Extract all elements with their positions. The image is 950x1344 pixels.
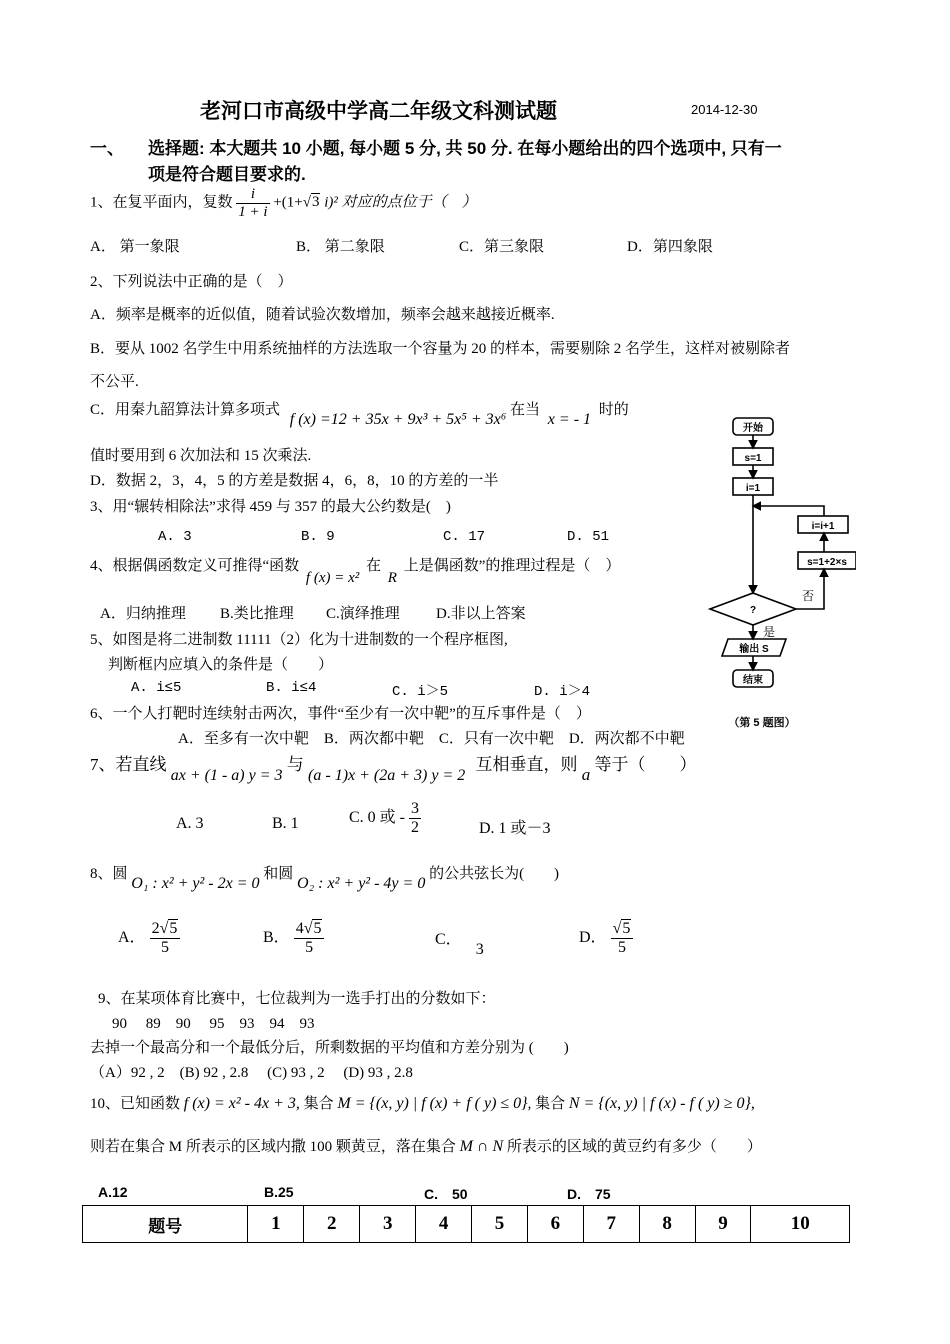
q8-circle2: O₂ : x² + y² - 4y = 0 — [297, 875, 426, 892]
table-cell: 8 — [639, 1206, 695, 1243]
q8-and: 和圆 — [263, 866, 294, 882]
q7-prefix: 7、若直线 — [90, 755, 167, 774]
q10-setm-label: 集合 — [303, 1096, 334, 1112]
q7-suffix: 等于（ ） — [594, 755, 697, 774]
q10-option-c: C. 50 — [424, 1186, 468, 1202]
flow-yes-label: 是 — [762, 625, 776, 639]
flow-loop-back — [753, 506, 824, 516]
q8-a-label: A． — [118, 928, 146, 946]
q1-frac-den: 1 + i — [238, 203, 268, 220]
q6-options: A．至多有一次中靶 B．两次都中靶 C．只有一次中靶 D．两次都不中靶 — [178, 731, 685, 747]
q2-option-c-line1 — [90, 398, 629, 428]
q2-c-x: x = - 1 — [547, 411, 592, 428]
q3-option-a: A. 3 — [158, 529, 192, 545]
q5-option-b: B. i≤4 — [266, 680, 317, 696]
q10-set-n: N = {(x, y) | f (x) - f ( y) ≥ 0}, — [568, 1095, 755, 1112]
q1-option-d: D．第四象限 — [627, 239, 713, 255]
q8-d-label: D． — [579, 928, 607, 946]
table-row — [83, 1206, 850, 1243]
q5-option-d: D. i＞4 — [534, 684, 591, 700]
q8-b-label: B． — [263, 928, 290, 946]
table-cell: 2 — [304, 1206, 360, 1243]
q8-d-fraction: $\frac{√5}{5}$ — [611, 920, 634, 956]
q6-stem: 6、一个人打靶时连续射击两次，事件“至少有一次中靶”的互斥事件是（ ） — [90, 706, 591, 722]
flow-end-label: 结束 — [743, 675, 763, 686]
q4-option-b: B.类比推理 — [220, 606, 294, 622]
q3-option-b: B. 9 — [301, 529, 335, 545]
table-cell: 7 — [583, 1206, 639, 1243]
q4-R: R — [387, 570, 397, 586]
q4-mid: 在 — [366, 558, 382, 574]
q4-option-a: A．归纳推理 — [100, 606, 186, 622]
question-10 — [90, 1092, 755, 1113]
q8-b-fraction: $\frac{4√5}{5}$ — [294, 920, 325, 956]
q8-suffix: 的公共弦长为( ) — [429, 866, 560, 882]
q4-option-c: C.演绎推理 — [326, 606, 400, 622]
q7-c-den: 2 — [411, 818, 420, 836]
q3-option-c: C. 17 — [443, 529, 486, 545]
table-cell: 4 — [416, 1206, 472, 1243]
q9-question: 去掉一个最高分和一个最低分后，所剩数据的平均值和方差分别为 ( ) — [90, 1040, 569, 1056]
q8-option-d — [579, 920, 633, 956]
q5-stem2: 判断框内应填入的条件是（ ） — [108, 657, 334, 673]
flow-i-init-label: i=1 — [745, 483, 761, 494]
q7-line2: (a - 1)x + (2a + 3) y = 2 — [308, 767, 466, 784]
question-8 — [90, 862, 560, 892]
q2-option-b-line2: 不公平. — [90, 374, 139, 390]
table-header-cell: 题号 — [83, 1206, 248, 1243]
q8-b-coef: 4 — [295, 920, 304, 937]
q10-set-m: M = {(x, y) | f (x) + f ( y) ≤ 0} — [337, 1095, 528, 1112]
sqrt-sign: √ — [302, 194, 311, 211]
q7-option-b: B. 1 — [272, 815, 299, 832]
q2-c-mid: 在当 — [510, 402, 541, 418]
q5-stem: 5、如图是将二进制数 11111（2）化为十进制数的一个程序框图, — [90, 632, 508, 648]
flowchart-diagram — [706, 410, 856, 740]
table-cell: 1 — [248, 1206, 304, 1243]
q10-option-d: D. 75 — [567, 1186, 611, 1202]
q8-b-radicand: 5 — [313, 920, 322, 937]
q2-c-end: 时的 — [598, 402, 629, 418]
q9-stem: 9、在某项体育比赛中，七位裁判为一选手打出的分数如下： — [98, 991, 496, 1007]
q9-scores: 90 89 90 95 93 94 93 — [112, 1016, 315, 1032]
q10-line2 — [90, 1135, 762, 1156]
q7-c-fraction — [409, 800, 421, 836]
q8-option-a — [118, 920, 180, 956]
q3-option-d: D. 51 — [567, 529, 610, 545]
q10-function: f (x) = x² - 4x + 3, — [183, 1095, 300, 1112]
question-7 — [90, 750, 697, 784]
table-cell: 9 — [695, 1206, 751, 1243]
q10-setn-label: , 集合 — [527, 1096, 566, 1112]
flow-no-label: 否 — [801, 589, 815, 603]
q5-option-a: A. i≤5 — [131, 680, 182, 696]
q1-sqrt: 3 — [311, 194, 320, 211]
q8-d-den: 5 — [617, 938, 626, 956]
q1-option-a: A． 第一象限 — [90, 239, 180, 255]
q5-option-c: C. i＞5 — [392, 684, 449, 700]
q2-option-d: D．数据 2，3，4，5 的方差是数据 4，6，8，10 的方差的一半 — [90, 473, 499, 489]
section-instruction-line1: 选择题: 本大题共 10 小题, 每小题 5 分, 共 50 分. 在每小题给出的四个选项中, 只有一 — [148, 139, 782, 158]
q1-option-b: B． 第二象限 — [296, 239, 385, 255]
exam-date: 2014-12-30 — [691, 102, 758, 117]
q10-option-b: B.25 — [264, 1184, 294, 1200]
flow-caption: （第 5 题图） — [728, 717, 796, 729]
q7-option-d: D. 1 或－3 — [479, 820, 551, 837]
flow-s-init-label: s=1 — [744, 453, 762, 464]
q2-stem: 2、下列说法中正确的是（ ） — [90, 274, 293, 290]
table-cell: 5 — [472, 1206, 528, 1243]
q1-fraction — [236, 186, 269, 220]
q4-formula: f (x) = x² — [305, 570, 360, 586]
q3-stem: 3、用“辗转相除法”求得 459 与 357 的最大公约数是( ) — [90, 499, 451, 515]
q4-option-d: D.非以上答案 — [436, 606, 526, 622]
q8-a-den: 5 — [160, 938, 169, 956]
q10-prefix: 10、已知函数 — [90, 1096, 181, 1112]
flow-condition-label: ? — [749, 605, 757, 616]
q9-options: （A）92 , 2 (B) 92 , 2.8 (C) 93 , 2 (D) 93 , 2.8 — [90, 1065, 413, 1081]
q1-after: i)² 对应的点位于（ ） — [320, 194, 477, 211]
q8-c-val: 3 — [475, 941, 484, 958]
question-4 — [90, 554, 621, 586]
q2-option-a: A．频率是概率的近似值，随着试验次数增加，频率会越来越接近概率. — [90, 307, 555, 323]
q1-prefix: 1、在复平面内，复数 — [90, 194, 233, 211]
q1-frac-num: i — [236, 186, 269, 204]
section-number: 一、 — [90, 139, 124, 158]
q7-c-pre: C. 0 或 - — [349, 808, 406, 826]
q10-option-a: A.12 — [98, 1184, 128, 1200]
q7-option-a: A. 3 — [176, 815, 204, 832]
q7-a: a — [581, 765, 591, 784]
q8-c-label: C． — [435, 931, 462, 948]
q10-line2-pre: 则若在集合 M 所表示的区域内撒 100 颗黄豆，落在集合 — [90, 1139, 456, 1155]
q7-option-c — [349, 800, 421, 836]
q2-option-b-line1: B．要从 1002 名学生中用系统抽样的方法选取一个容量为 20 的样本，需要剔除 2 名学生，这样对被剔除者 — [90, 341, 791, 357]
q2-option-c-line2: 值时要用到 6 次加法和 15 次乘法. — [90, 448, 312, 464]
section-instruction-line2: 项是符合题目要求的. — [148, 165, 306, 184]
q8-a-radicand: 5 — [169, 920, 178, 937]
q8-circle1: O₁ : x² + y² - 2x = 0 — [131, 875, 260, 892]
answer-table — [82, 1205, 850, 1243]
q4-suffix: 上是偶函数”的推理过程是（ ） — [403, 558, 621, 574]
q8-a-fraction: $\frac{2√5}{5}$ — [150, 920, 181, 956]
page-title: 老河口市高级中学高二年级文科测试题 — [200, 100, 557, 123]
q10-intersection: M ∩ N — [459, 1138, 504, 1155]
flow-start-label: 开始 — [743, 423, 763, 434]
question-1 — [90, 186, 477, 220]
q10-line2-post: 所表示的区域的黄豆约有多少（ ） — [506, 1139, 762, 1155]
flow-output-label: 输出 S — [739, 644, 769, 655]
table-cell: 6 — [527, 1206, 583, 1243]
q8-option-c — [435, 926, 484, 958]
q2-c-formula: f (x) =12 + 35x + 9x³ + 5x⁵ + 3x⁶ — [289, 411, 507, 428]
q8-option-b — [263, 920, 324, 956]
q1-option-c: C．第三象限 — [459, 239, 545, 255]
q7-c-num: 3 — [411, 800, 420, 817]
flow-s-update-label: s=1+2×s — [807, 557, 847, 568]
q7-with: 与 — [286, 755, 304, 774]
q1-mid: +(1+ — [273, 194, 303, 211]
q4-prefix: 4、根据偶函数定义可推得“函数 — [90, 558, 300, 574]
table-cell: 10 — [751, 1206, 850, 1243]
q8-b-den: 5 — [305, 938, 314, 956]
q8-prefix: 8、圆 — [90, 866, 128, 882]
flow-i-inc-label: i=i+1 — [811, 521, 835, 532]
q7-line1: ax + (1 - a) y = 3 — [170, 767, 283, 784]
q8-a-coef: 2 — [151, 920, 160, 937]
table-cell: 3 — [360, 1206, 416, 1243]
q2-c-text: C．用秦九韶算法计算多项式 — [90, 402, 281, 418]
q8-d-radicand: 5 — [622, 920, 631, 937]
q7-mid: 互相垂直，则 — [475, 755, 578, 774]
